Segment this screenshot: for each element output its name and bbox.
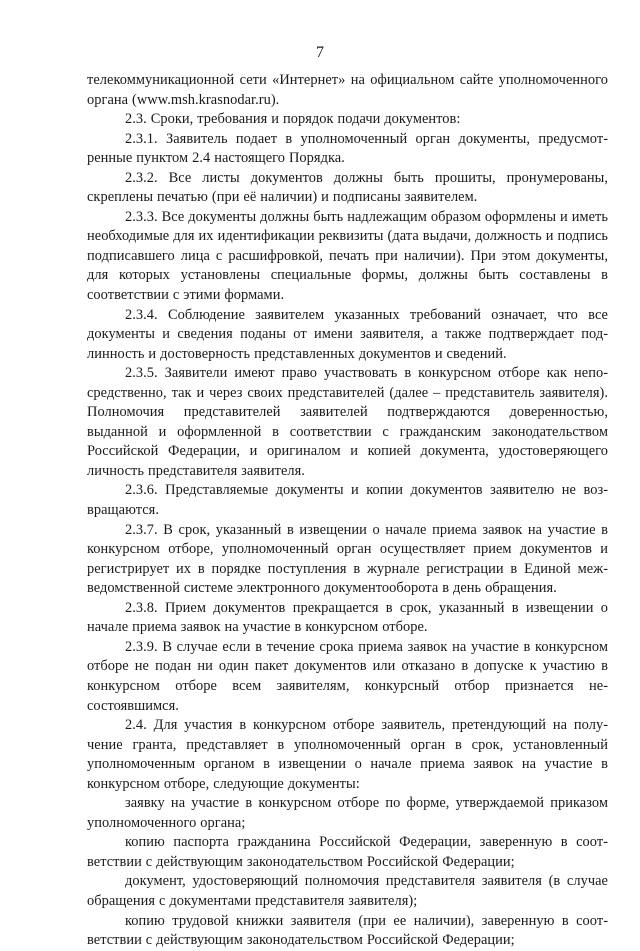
list-item-application: заявку на участие в конкурсном отборе по форме, утверждаемой приказом уполномоченного органа; — [87, 795, 608, 831]
document-body — [87, 71, 608, 951]
paragraph-2-4: 2.4. Для участия в конкурсном отборе заявитель, претендующий на получение гранта, представляет в уполномоченный орган в срок, установленный уполномоченным органом в извещении о начале приема заявок на участие в конкурсном отборе, следующие документы: — [87, 717, 608, 792]
list-item-employment-record: копию трудовой книжки заявителя (при ее наличии), заверенную в соответствии с действующим законодательством Российской Федерации; — [87, 912, 608, 949]
paragraph-2-3: 2.3. Сроки, требования и порядок подачи документов: — [125, 111, 461, 128]
paragraph-2-3-7: 2.3.7. В срок, указанный в извещении о начале приема заявок на участие в конкурсном отборе, уполномоченный орган осуществляет прием документов и регистрирует их в порядке поступления в журнале регистрации в Единой межведомственной системе электронного документооборота в день обращения. — [87, 521, 608, 597]
paragraph-2-3-2: 2.3.2. Все листы документов должны быть прошиты, пронумерованы, скреплены печатью (при её наличии) и подписаны заявителем. — [87, 169, 608, 206]
paragraph-2-3-9: 2.3.9. В случае если в течение срока приема заявок на участие в конкурсном отборе не подан ни один пакет документов или отказано в допуске к участию в конкурсном отборе всем заявителям, конкурсный отбор признается несостоявшимся. — [87, 638, 608, 714]
paragraph-continuation: телекоммуникационной сети «Интернет» на официальном сайте уполномоченного органа (www.msh.krasnodar.ru). — [87, 72, 608, 108]
paragraph-2-3-1: 2.3.1. Заявитель подает в уполномоченный орган документы, предусмотренные пунктом 2.4 настоящего Порядка. — [87, 130, 608, 167]
paragraph-2-3-6: 2.3.6. Представляемые документы и копии документов заявителю не возвращаются. — [87, 482, 608, 519]
paragraph-2-3-8: 2.3.8. Прием документов прекращается в срок, указанный в извещении о начале приема заявок на участие в конкурсном отборе. — [87, 599, 608, 636]
paragraph-2-3-5: 2.3.5. Заявители имеют право участвовать в конкурсном отборе как непосредственно, так и через своих представителей (далее – представитель заявителя). Полномочия представителей заявителей подтверждаются доверенностью, выданной и оформленной в соответствии с гражданским законодательством Российской Федерации, и оригиналом и копией документа, удостоверяющего личность представителя заявителя. — [87, 365, 608, 479]
list-item-representative-authority: документ, удостоверяющий полномочия представителя заявителя (в случае обращения с документами представителя заявителя); — [87, 873, 608, 909]
list-item-passport-copy: копию паспорта гражданина Российской Федерации, заверенную в соответствии с действующим законодательством Российской Федерации; — [87, 834, 608, 870]
paragraph-2-3-4: 2.3.4. Соблюдение заявителем указанных требований означает, что все документы и сведения поданы от имени заявителя, а также подтверждает подлинность и достоверность представленных документов и сведений. — [87, 306, 608, 362]
paragraph-2-3-3: 2.3.3. Все документы должны быть надлежащим образом оформлены и иметь необходимые для их идентификации реквизиты (дата выдачи, должность и подпись подписавшего лица с расшифровкой, печать при наличии). При этом документы, для которых установлены специальные формы, должны быть составлены в соответствии с этими формами. — [87, 208, 608, 304]
page-number: 7 — [316, 44, 324, 61]
